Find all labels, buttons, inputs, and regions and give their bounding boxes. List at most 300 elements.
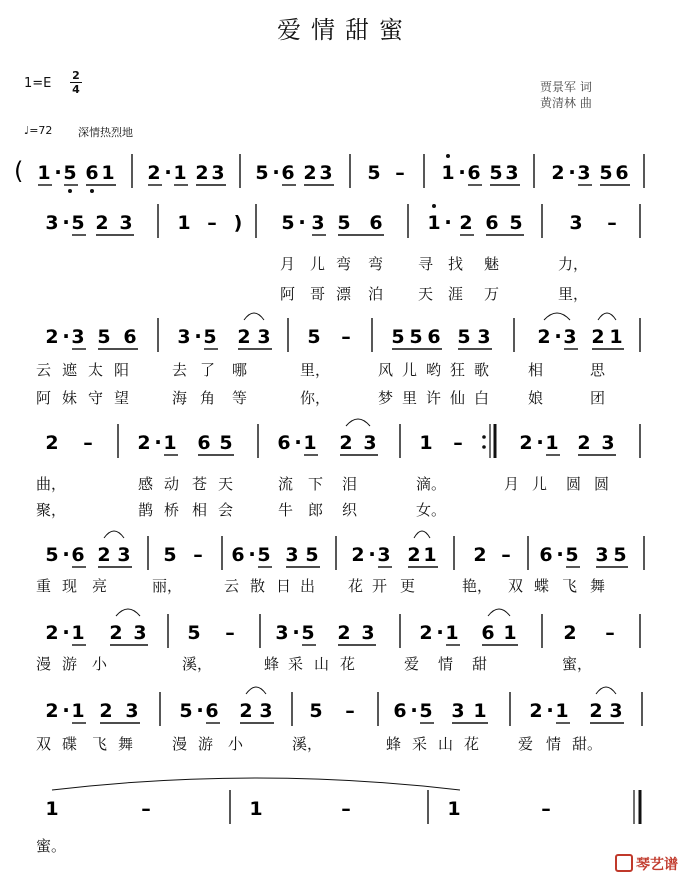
note-dash: – <box>541 798 551 820</box>
lyric-syllable: 寻 <box>418 255 434 273</box>
note-numeral: 1 <box>177 212 191 234</box>
augmentation-dot: · <box>536 430 544 454</box>
lyric-syllable: 曲， <box>36 475 67 493</box>
note-numeral: 2 <box>109 622 123 644</box>
note-numeral: 3 <box>119 212 133 234</box>
note-numeral: 3 <box>601 432 615 454</box>
note-numeral: 5 <box>307 326 321 348</box>
octave-down-dot <box>90 189 94 193</box>
lyric-syllable: 蜂 <box>386 735 402 753</box>
lyric-syllable: 甜 <box>472 655 488 673</box>
note-numeral: 3 <box>361 622 375 644</box>
slur <box>488 609 510 616</box>
lyric-syllable: 女。 <box>416 501 447 519</box>
lyric-syllable: 圆 <box>594 475 610 493</box>
augmentation-dot: · <box>458 160 466 184</box>
note-numeral: 1 <box>423 544 437 566</box>
lyric-syllable: 蝶 <box>534 577 550 595</box>
lyric-syllable: 苍 <box>192 475 208 493</box>
note-numeral: 1 <box>555 700 569 722</box>
lyric-syllable: 小 <box>228 735 244 753</box>
note-numeral: 3 <box>569 212 583 234</box>
lyric-syllable: 弯 <box>336 255 352 273</box>
note-numeral: 2 <box>577 432 591 454</box>
lyric-syllable: 郎 <box>308 501 324 519</box>
note-numeral: 5 <box>203 326 217 348</box>
lyric-syllable: 情 <box>546 735 562 753</box>
lyric-syllable: 阳 <box>114 361 130 379</box>
lyric-syllable: 双 <box>508 577 524 595</box>
note-dash: – <box>225 622 235 644</box>
lyric-syllable: 丽， <box>152 577 183 595</box>
key-signature: 1=E <box>24 76 52 91</box>
lyric-syllable: 找 <box>448 255 464 273</box>
note-numeral: 5 <box>309 700 323 722</box>
note-numeral: 5 <box>71 212 85 234</box>
lyric-syllable: 歌 <box>474 361 490 379</box>
augmentation-dot: · <box>196 698 204 722</box>
augmentation-dot: · <box>294 430 302 454</box>
lyric-syllable: 等 <box>232 389 248 407</box>
lyric-syllable: 山 <box>314 655 330 673</box>
note-numeral: 2 <box>99 700 113 722</box>
note-numeral: 6 <box>539 544 553 566</box>
lyric-syllable: 小 <box>92 655 108 673</box>
note-numeral: 5 <box>305 544 319 566</box>
note-numeral: 1 <box>71 622 85 644</box>
lyric-syllable: 弯 <box>368 255 384 273</box>
lyric-syllable: 现 <box>62 577 78 595</box>
lyric-syllable: 亮 <box>92 577 108 595</box>
note-numeral: 1 <box>609 326 623 348</box>
note-numeral: 5 <box>281 212 295 234</box>
note-numeral: 5 <box>97 326 111 348</box>
note-numeral: 5 <box>391 326 405 348</box>
note-numeral: 2 <box>195 162 209 184</box>
note-numeral: 1 <box>545 432 559 454</box>
note-numeral: 5 <box>457 326 471 348</box>
lyricist-credit: 贾景军 词 <box>540 80 592 94</box>
expression-marking: 深情热烈地 <box>78 126 133 139</box>
lyric-syllable: 会 <box>218 501 234 519</box>
augmentation-dot: · <box>554 324 562 348</box>
note-numeral: 3 <box>609 700 623 722</box>
song-title: 爱情甜蜜 <box>277 16 413 44</box>
lyric-syllable: 涯 <box>448 285 464 303</box>
note-numeral: 3 <box>45 212 59 234</box>
note-numeral: 3 <box>177 326 191 348</box>
augmentation-dot: · <box>298 210 306 234</box>
lyric-syllable: 花 <box>464 735 480 753</box>
note-numeral: 3 <box>285 544 299 566</box>
lyric-syllable: 妹 <box>62 389 78 407</box>
slur <box>116 609 140 616</box>
lyric-syllable: 了 <box>200 361 216 379</box>
augmentation-dot: · <box>556 542 564 566</box>
lyric-syllable: 舞 <box>118 735 134 753</box>
lyric-syllable: 动 <box>164 475 180 493</box>
note-numeral: 5 <box>45 544 59 566</box>
note-numeral: 5 <box>257 544 271 566</box>
note-numeral: 6 <box>369 212 383 234</box>
note-numeral: 2 <box>337 622 351 644</box>
slur <box>544 313 570 320</box>
note-numeral: 1 <box>163 432 177 454</box>
note-numeral: 2 <box>97 544 111 566</box>
augmentation-dot: · <box>62 210 70 234</box>
repeat-dot <box>482 435 486 439</box>
note-numeral: 3 <box>257 326 271 348</box>
note-numeral: 5 <box>301 622 315 644</box>
octave-down-dot <box>68 189 72 193</box>
note-numeral: 2 <box>339 432 353 454</box>
note-numeral: 6 <box>123 326 137 348</box>
note-numeral: 5 <box>163 544 177 566</box>
lyric-syllable: 花 <box>340 655 356 673</box>
lyric-syllable: 感 <box>138 475 154 493</box>
note-numeral: 3 <box>319 162 333 184</box>
note-numeral: ) <box>233 212 243 234</box>
lyric-syllable: 太 <box>88 361 104 379</box>
lyric-syllable: 溪， <box>182 655 213 673</box>
note-numeral: 6 <box>615 162 629 184</box>
lyric-syllable: 仙 <box>450 389 466 407</box>
lyric-syllable: 山 <box>438 735 454 753</box>
note-numeral: 2 <box>551 162 565 184</box>
note-numeral: 2 <box>137 432 151 454</box>
note-numeral: 5 <box>419 700 433 722</box>
note-numeral: 2 <box>147 162 161 184</box>
lyric-syllable: 梦 <box>378 389 394 407</box>
lyric-syllable: 风 <box>378 361 394 379</box>
lyric-syllable: 里， <box>300 361 331 379</box>
note-numeral: 6 <box>485 212 499 234</box>
octave-up-dot <box>432 204 436 208</box>
lyric-syllable: 望 <box>114 389 130 407</box>
note-numeral: 1 <box>173 162 187 184</box>
lyric-syllable: 许 <box>426 389 442 407</box>
lyric-syllable: 流 <box>278 475 294 493</box>
note-dash: – <box>453 432 463 454</box>
note-numeral: 2 <box>589 700 603 722</box>
lyric-syllable: 魅 <box>484 255 500 273</box>
augmentation-dot: · <box>410 698 418 722</box>
augmentation-dot: · <box>54 160 62 184</box>
lyric-syllable: 蜂 <box>264 655 280 673</box>
lyric-syllable: 哥 <box>310 285 326 303</box>
note-numeral: 3 <box>117 544 131 566</box>
lyric-syllable: 散 <box>250 577 266 595</box>
augmentation-dot: · <box>62 620 70 644</box>
lyric-syllable: 开 <box>372 577 388 595</box>
note-numeral: 1 <box>303 432 317 454</box>
note-numeral: 5 <box>337 212 351 234</box>
note-numeral: 5 <box>599 162 613 184</box>
lyric-syllable: 牛 <box>278 501 294 519</box>
lyric-syllable: 儿 <box>532 475 548 493</box>
note-dash: – <box>341 326 351 348</box>
note-numeral: 2 <box>519 432 533 454</box>
note-numeral: 1 <box>473 700 487 722</box>
note-numeral: 1 <box>445 622 459 644</box>
note-numeral: 2 <box>45 432 59 454</box>
note-numeral: 3 <box>259 700 273 722</box>
lyric-syllable: 漂 <box>336 285 352 303</box>
lyric-syllable: 月 <box>280 255 296 273</box>
note-numeral: 3 <box>451 700 465 722</box>
note-numeral: 5 <box>63 162 77 184</box>
note-numeral: 1 <box>419 432 433 454</box>
note-numeral: 3 <box>133 622 147 644</box>
lyric-syllable: 娘 <box>528 389 544 407</box>
lyric-syllable: 甜。 <box>572 735 603 753</box>
note-numeral: 3 <box>211 162 225 184</box>
lyric-syllable: 织 <box>342 501 358 519</box>
lyric-syllable: 哟 <box>426 361 442 379</box>
lyric-syllable: 艳， <box>462 577 493 595</box>
note-numeral: 1 <box>447 798 461 820</box>
lyric-syllable: 你， <box>300 389 331 407</box>
octave-up-dot <box>446 154 450 158</box>
note-numeral: 5 <box>565 544 579 566</box>
lyric-syllable: 采 <box>412 735 428 753</box>
augmentation-dot: · <box>292 620 300 644</box>
note-numeral: 2 <box>473 544 487 566</box>
lyric-syllable: 鹊 <box>138 501 154 519</box>
note-dash: – <box>395 162 405 184</box>
watermark-text: 琴艺谱 <box>636 857 678 873</box>
slur <box>598 313 616 320</box>
augmentation-dot: · <box>248 542 256 566</box>
note-dash: – <box>83 432 93 454</box>
lyric-syllable: 日 <box>276 577 292 595</box>
note-numeral: 2 <box>563 622 577 644</box>
note-numeral: 5 <box>367 162 381 184</box>
note-numeral: 1 <box>427 212 441 234</box>
lyric-syllable: 天 <box>418 285 434 303</box>
lyric-syllable: 相 <box>528 361 544 379</box>
lyric-syllable: 更 <box>400 577 416 595</box>
lyric-syllable: 里 <box>402 389 418 407</box>
lyric-syllable: 阿 <box>36 389 52 407</box>
lyric-syllable: 重 <box>36 577 52 595</box>
lyric-syllable: 溪， <box>292 735 323 753</box>
note-numeral: 5 <box>613 544 627 566</box>
note-numeral: 5 <box>509 212 523 234</box>
note-numeral: 6 <box>467 162 481 184</box>
watermark <box>615 854 678 874</box>
tempo-marking: ♩=72 <box>24 124 53 137</box>
note-numeral: 3 <box>125 700 139 722</box>
lyric-syllable: 花 <box>348 577 364 595</box>
lyric-syllable: 月 <box>504 475 520 493</box>
lyric-syllable: 天 <box>218 475 234 493</box>
lyric-syllable: 里， <box>558 285 589 303</box>
lyric-syllable: 出 <box>300 577 316 595</box>
note-numeral: 6 <box>231 544 245 566</box>
lyric-syllable: 游 <box>62 655 78 673</box>
note-numeral: 2 <box>237 326 251 348</box>
note-dash: – <box>207 212 217 234</box>
time-numerator: 2 <box>72 69 80 82</box>
note-numeral: 3 <box>595 544 609 566</box>
note-numeral: 2 <box>459 212 473 234</box>
note-numeral: 5 <box>409 326 423 348</box>
lyric-syllable: 双 <box>36 735 52 753</box>
note-dash: – <box>141 798 151 820</box>
repeat-dot <box>482 445 486 449</box>
note-numeral: 1 <box>71 700 85 722</box>
lyric-syllable: 相 <box>192 501 208 519</box>
augmentation-dot: · <box>368 542 376 566</box>
lyric-syllable: 云 <box>224 577 240 595</box>
lyric-syllable: 采 <box>288 655 304 673</box>
note-numeral: 3 <box>505 162 519 184</box>
lyric-syllable: 飞 <box>562 577 578 595</box>
lyric-syllable: 遮 <box>62 361 78 379</box>
lyric-syllable: 阿 <box>280 285 296 303</box>
note-dash: – <box>607 212 617 234</box>
augmentation-dot: · <box>164 160 172 184</box>
note-numeral: 5 <box>179 700 193 722</box>
lyric-syllable: 滴。 <box>416 475 447 493</box>
note-numeral: 2 <box>529 700 543 722</box>
note-numeral: 5 <box>187 622 201 644</box>
lyric-syllable: 漫 <box>172 735 188 753</box>
lyric-syllable: 舞 <box>590 577 606 595</box>
note-dash: – <box>193 544 203 566</box>
note-numeral: 3 <box>275 622 289 644</box>
lyric-syllable: 蜜。 <box>36 837 67 855</box>
lyric-syllable: 漫 <box>36 655 52 673</box>
note-numeral: 6 <box>197 432 211 454</box>
lyric-syllable: 聚， <box>36 501 67 519</box>
note-numeral: 3 <box>477 326 491 348</box>
note-numeral: 3 <box>363 432 377 454</box>
note-numeral: 2 <box>45 622 59 644</box>
note-dash: – <box>501 544 511 566</box>
lyric-syllable: 海 <box>172 389 188 407</box>
lyric-syllable: 白 <box>474 389 490 407</box>
lyric-syllable: 守 <box>88 389 104 407</box>
augmentation-dot: · <box>444 210 452 234</box>
note-numeral: 2 <box>407 544 421 566</box>
note-numeral: 2 <box>303 162 317 184</box>
augmentation-dot: · <box>62 542 70 566</box>
lyric-syllable: 云 <box>36 361 52 379</box>
note-numeral: 3 <box>563 326 577 348</box>
lyric-syllable: 角 <box>200 389 216 407</box>
note-numeral: 6 <box>205 700 219 722</box>
lyric-syllable: 去 <box>172 361 188 379</box>
augmentation-dot: · <box>154 430 162 454</box>
logo-icon <box>615 854 633 872</box>
note-numeral: 6 <box>85 162 99 184</box>
slur <box>104 531 124 538</box>
lyric-syllable: 爱 <box>404 655 420 673</box>
note-numeral: 3 <box>577 162 591 184</box>
note-dash: – <box>341 798 351 820</box>
lyric-syllable: 儿 <box>402 361 418 379</box>
augmentation-dot: · <box>62 324 70 348</box>
slur <box>244 313 264 320</box>
note-numeral: 2 <box>239 700 253 722</box>
note-numeral: 1 <box>37 162 51 184</box>
tie-slur <box>52 778 460 790</box>
note-numeral: 3 <box>311 212 325 234</box>
slur <box>246 687 266 694</box>
augmentation-dot: · <box>62 698 70 722</box>
augmentation-dot: · <box>436 620 444 644</box>
slur <box>346 419 370 426</box>
note-numeral: 6 <box>393 700 407 722</box>
note-numeral: 5 <box>489 162 503 184</box>
lyric-syllable: 狂 <box>450 361 466 379</box>
augmentation-dot: · <box>546 698 554 722</box>
paren-open: ( <box>14 157 24 185</box>
note-numeral: 2 <box>351 544 365 566</box>
lyric-syllable: 儿 <box>310 255 326 273</box>
lyric-syllable: 哪 <box>232 361 248 379</box>
note-numeral: 6 <box>281 162 295 184</box>
slur <box>414 531 430 538</box>
note-numeral: 3 <box>71 326 85 348</box>
lyric-syllable: 飞 <box>92 735 108 753</box>
note-numeral: 3 <box>377 544 391 566</box>
note-dash: – <box>345 700 355 722</box>
augmentation-dot: · <box>194 324 202 348</box>
lyric-syllable: 游 <box>198 735 214 753</box>
note-numeral: 1 <box>441 162 455 184</box>
augmentation-dot: · <box>568 160 576 184</box>
note-numeral: 2 <box>95 212 109 234</box>
note-numeral: 1 <box>45 798 59 820</box>
composer-credit: 黄清林 曲 <box>540 96 592 110</box>
note-numeral: 2 <box>537 326 551 348</box>
note-numeral: 6 <box>277 432 291 454</box>
note-numeral: 1 <box>503 622 517 644</box>
lyric-syllable: 蜜， <box>562 655 593 673</box>
note-numeral: 2 <box>419 622 433 644</box>
note-numeral: 6 <box>481 622 495 644</box>
note-numeral: 6 <box>71 544 85 566</box>
note-numeral: 5 <box>219 432 233 454</box>
note-numeral: 2 <box>45 700 59 722</box>
note-numeral: 5 <box>255 162 269 184</box>
note-numeral: 2 <box>591 326 605 348</box>
lyric-syllable: 圆 <box>566 475 582 493</box>
lyric-syllable: 情 <box>438 655 454 673</box>
note-numeral: 6 <box>427 326 441 348</box>
lyric-syllable: 万 <box>484 285 500 303</box>
note-numeral: 2 <box>45 326 59 348</box>
lyric-syllable: 力， <box>558 255 589 273</box>
augmentation-dot: · <box>272 160 280 184</box>
lyric-syllable: 桥 <box>164 501 180 519</box>
note-dash: – <box>605 622 615 644</box>
time-denominator: 4 <box>72 83 80 96</box>
lyric-syllable: 团 <box>590 389 606 407</box>
lyric-syllable: 泪 <box>342 475 358 493</box>
lyric-syllable: 下 <box>308 475 324 493</box>
lyric-syllable: 爱 <box>518 735 534 753</box>
lyric-syllable: 泊 <box>368 285 384 303</box>
note-numeral: 1 <box>249 798 263 820</box>
lyric-syllable: 思 <box>590 361 606 379</box>
note-numeral: 1 <box>101 162 115 184</box>
slur <box>596 687 616 694</box>
lyric-syllable: 碟 <box>62 735 78 753</box>
